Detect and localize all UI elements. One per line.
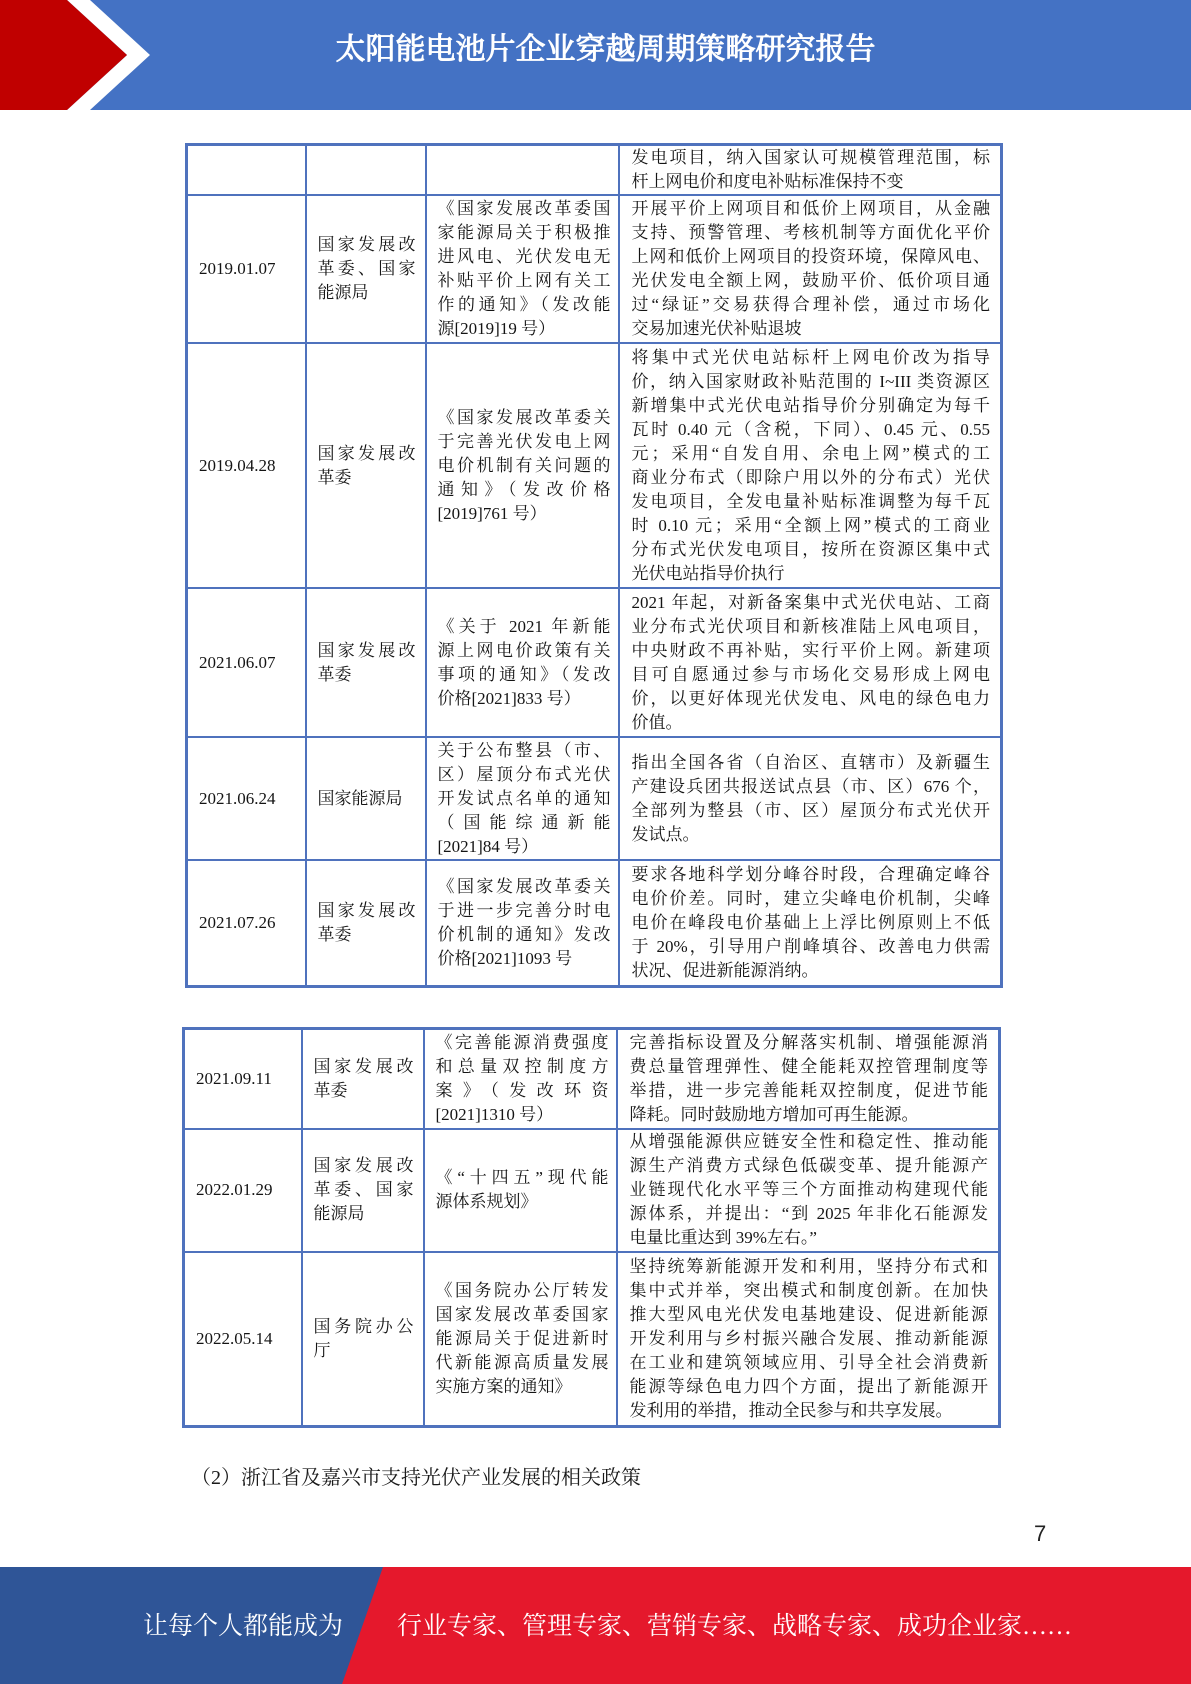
table-cell-content: [617, 1252, 1000, 1427]
text-line: 《国家发展改革委关: [437, 876, 611, 896]
text-line: 代新能源高质量发展: [435, 1352, 609, 1372]
policy-table: [182, 1027, 1001, 1428]
footer-slogan-right: 行业专家、管理专家、营销专家、战略专家、成功企业家……: [397, 1613, 1073, 1640]
text-line: 能源局关于促进新时: [435, 1328, 609, 1348]
text-line: 电价在峰段电价基础上上浮比例原则上不低: [631, 912, 990, 932]
text-line: 国家发展改: [317, 900, 416, 920]
text-line: 推大型风电光伏发电基地建设、促进新能源: [629, 1304, 988, 1324]
text-line: 关于公布整县（市、: [437, 740, 611, 760]
text-line: 坚持统筹新能源开发和利用，坚持分布式和: [629, 1256, 988, 1276]
text-line: 进风电、光伏发电无: [437, 247, 611, 266]
text-line: 费总量管理弹性、健全能耗双控管理制度等: [629, 1056, 988, 1076]
table-row: [184, 1129, 1000, 1252]
text-line: 从增强能源供应链安全性和稳定性、推动能: [629, 1132, 988, 1151]
text-line: 新增集中式光伏电站指导价分别确定为每千: [631, 395, 990, 415]
text-line: 源体系，并提出：“到 2025 年非化石能源发: [629, 1204, 988, 1223]
table-cell-content: [619, 588, 1002, 737]
policy-table: [185, 143, 1003, 988]
text-line: 源生产消费方式绿色低碳变革、提升能源产: [629, 1156, 988, 1175]
text-line: 元；采用“自发自用、余电上网”模式的工: [631, 443, 990, 463]
text-line: 国务院办公: [313, 1316, 414, 1336]
text-line: 发电项目，纳入国家认可规模管理范围，标: [631, 148, 990, 167]
page-number: 7: [1034, 1521, 1047, 1546]
table-row: [187, 860, 1002, 986]
text-line: 价机制的通知》发改: [437, 924, 611, 944]
text-line: 发利用的举措，推动全民参与和共享发展。: [629, 1400, 953, 1420]
table-row: [187, 195, 1002, 343]
text-line: [2019]761 号）: [437, 503, 547, 523]
text-line: 光伏发电全额上网，鼓励平价、低价项目通: [631, 271, 990, 290]
text-line: 革委、国家: [313, 1180, 414, 1199]
text-line: 全部列为整县（市、区）屋顶分布式光伏开: [631, 800, 990, 820]
footer-slogan-left: 让每个人都能成为: [143, 1613, 344, 1640]
text-line: 时 0.10 元；采用“全额上网”模式的工商业: [631, 515, 990, 535]
text-line: 中央财政不再补贴，实行平价上网。新建项: [631, 640, 990, 660]
text-line: 开发试点名单的通知: [437, 788, 611, 808]
text-line: 能源局: [317, 283, 369, 302]
table-cell-content: [619, 145, 1002, 196]
text-line: 价，以更好体现光伏发电、风电的绿色电力: [631, 688, 990, 708]
table-row: [187, 588, 1002, 737]
text-line: 过“绿证”交易获得合理补偿，通过市场化: [631, 295, 990, 314]
text-line: 能源等绿色电力四个方面，提出了新能源开: [629, 1376, 988, 1396]
text-line: [2021]1310 号）: [435, 1104, 554, 1124]
table-cell-date: 2022.05.14: [184, 1252, 302, 1427]
text-line: 国家能源局: [317, 788, 403, 808]
table-cell-document: [426, 860, 619, 986]
text-line: 革委: [317, 664, 352, 684]
text-line: 2021 年起，对新备案集中式光伏电站、工商: [631, 592, 990, 612]
text-line: 业链现代化水平等三个方面推动构建现代能: [629, 1180, 988, 1199]
table-cell-agency: [302, 1129, 424, 1252]
text-line: 指出全国各省（自治区、直辖市）及新疆生: [631, 752, 990, 772]
table-cell-document: [424, 1029, 617, 1129]
table-cell-date: 2019.01.07: [187, 195, 306, 343]
text-line: 《国家发展改革委国: [437, 199, 611, 218]
table-cell-document: [426, 588, 619, 737]
table-cell-agency: [306, 195, 426, 343]
text-line: 《“十四五”现代能: [435, 1168, 609, 1187]
text-line: 源体系规划》: [435, 1192, 538, 1211]
text-line: 杆上网电价和度电补贴标准保持不变: [631, 172, 904, 191]
text-line: 国家发展改: [317, 235, 416, 254]
table-cell-document: [424, 1129, 617, 1252]
table-cell-date: 2019.04.28: [187, 343, 306, 588]
table-cell-document: [424, 1252, 617, 1427]
table-cell-document: [426, 343, 619, 588]
text-line: 发试点。: [631, 824, 700, 844]
text-line: 国家发展改: [317, 640, 416, 660]
text-line: 实施方案的通知》: [435, 1376, 572, 1396]
table-cell-agency: [306, 588, 426, 737]
text-line: 通知》（发改价格: [437, 479, 611, 499]
text-line: 《国务院办公厅转发: [435, 1280, 609, 1300]
text-line: 价格[2021]1093 号: [437, 948, 573, 968]
table-cell-document: [426, 737, 619, 860]
table-cell-date: 2022.01.29: [184, 1129, 302, 1252]
text-line: 完善指标设置及分解落实机制、增强能源消: [629, 1032, 988, 1052]
text-line: 国家发展改革委国家: [435, 1304, 609, 1324]
text-line: 开发利用与乡村振兴融合发展、推动新能源: [629, 1328, 988, 1348]
text-line: 于完善光伏发电上网: [437, 431, 611, 451]
text-line: 和总量双控制度方: [435, 1056, 609, 1076]
report-title: 太阳能电池片企业穿越周期策略研究报告: [335, 33, 876, 66]
text-line: 开展平价上网项目和低价上网项目，从金融: [631, 199, 990, 218]
text-line: 价格[2021]833 号）: [437, 688, 581, 708]
table-row: [184, 1252, 1000, 1427]
text-line: [2021]84 号）: [437, 836, 539, 856]
text-line: 《完善能源消费强度: [435, 1032, 609, 1052]
table-cell-content: [619, 860, 1002, 986]
table-cell-agency: [306, 343, 426, 588]
page-footer: [0, 1567, 1191, 1684]
text-line: 电价机制有关问题的: [437, 455, 611, 475]
text-line: （国能综通新能: [437, 812, 611, 832]
text-line: 价值。: [631, 712, 683, 732]
page-header: [0, 0, 1191, 110]
text-line: 《国家发展改革委关: [437, 407, 611, 427]
text-line: 国家发展改: [313, 1156, 414, 1175]
text-line: 举措，进一步完善能耗双控制度，促进节能: [629, 1080, 988, 1100]
text-line: 降耗。同时鼓励地方增加可再生能源。: [629, 1104, 919, 1124]
table-cell-agency: [306, 737, 426, 860]
table-cell-agency: [306, 860, 426, 986]
table-cell-date: 2021.07.26: [187, 860, 306, 986]
table-row: [187, 145, 1002, 196]
table-cell-date: [187, 145, 306, 196]
text-line: 于 20%，引导用户削峰填谷、改善电力供需: [631, 936, 990, 956]
table-cell-date: 2021.06.07: [187, 588, 306, 737]
table-cell-content: [619, 737, 1002, 860]
text-line: 将集中式光伏电站标杆上网电价改为指导: [631, 347, 990, 367]
text-line: 价，纳入国家财政补贴范围的 I~III 类资源区: [631, 371, 990, 391]
text-line: 区）屋顶分布式光伏: [437, 764, 611, 784]
text-line: 厅: [313, 1340, 331, 1360]
text-line: 瓦时 0.40 元（含税，下同）、0.45 元、0.55: [631, 419, 990, 439]
table-cell-content: [619, 343, 1002, 588]
text-line: 革委、国家: [317, 259, 416, 278]
text-line: 产建设兵团共报送试点县（市、区）676 个，: [631, 776, 990, 796]
text-line: 上网和低价上网项目的投资环境，保障风电、: [631, 247, 990, 266]
text-line: 业分布式光伏项目和新核准陆上风电项目，: [631, 616, 990, 636]
text-line: 商业分布式（即除户用以外的分布式）光伏: [631, 467, 990, 487]
table-cell-document: [426, 195, 619, 343]
text-line: 电价价差。同时，建立尖峰电价机制，尖峰: [631, 888, 990, 908]
text-line: 光伏电站指导价执行: [631, 563, 785, 583]
text-line: 革委: [313, 1080, 348, 1100]
table-cell-document: [426, 145, 619, 196]
table-row: [187, 343, 1002, 588]
text-line: 目可自愿通过参与市场化交易形成上网电: [631, 664, 990, 684]
table-row: [187, 737, 1002, 860]
table-cell-content: [617, 1029, 1000, 1129]
text-line: 补贴平价上网有关工: [437, 271, 611, 290]
text-line: 《关于 2021 年新能: [437, 616, 611, 636]
text-line: 支持、预警管理、考核机制等方面优化平价: [631, 223, 990, 242]
text-line: 要求各地科学划分峰谷时段，合理确定峰谷: [631, 864, 990, 884]
text-line: 源[2019]19 号）: [437, 319, 556, 338]
table-cell-agency: [302, 1029, 424, 1129]
text-line: 家能源局关于积极推: [437, 223, 611, 242]
table-cell-content: [619, 195, 1002, 343]
text-line: 革委: [317, 924, 352, 944]
text-line: 源上网电价政策有关: [437, 640, 611, 660]
text-line: 国家发展改: [317, 443, 416, 463]
table-cell-agency: [306, 145, 426, 196]
table-cell-date: 2021.06.24: [187, 737, 306, 860]
table-cell-content: [617, 1129, 1000, 1252]
text-line: 集中式并举，突出模式和制度创新。在加快: [629, 1280, 988, 1300]
text-line: 革委: [317, 467, 352, 487]
text-line: 能源局: [313, 1204, 365, 1223]
text-line: 状况、促进新能源消纳。: [631, 960, 819, 980]
text-line: 电量比重达到 39%左右。”: [629, 1228, 817, 1247]
table-cell-date: 2021.09.11: [184, 1029, 302, 1129]
table-row: [184, 1029, 1000, 1129]
section-heading: （2）浙江省及嘉兴市支持光伏产业发展的相关政策: [191, 1467, 641, 1489]
text-line: 交易加速光伏补贴退坡: [631, 319, 802, 338]
text-line: 发电项目，全发电量补贴标准调整为每千瓦: [631, 491, 990, 511]
text-line: 国家发展改: [313, 1056, 414, 1076]
table-cell-agency: [302, 1252, 424, 1427]
text-line: 在工业和建筑领域应用、引导全社会消费新: [629, 1352, 988, 1372]
text-line: 作的通知》（发改能: [437, 295, 611, 314]
text-line: 分布式光伏发电项目，按所在资源区集中式: [631, 539, 990, 559]
text-line: 事项的通知》（发改: [437, 664, 611, 684]
text-line: 于进一步完善分时电: [437, 900, 611, 920]
text-line: 案》（发改环资: [435, 1080, 609, 1100]
